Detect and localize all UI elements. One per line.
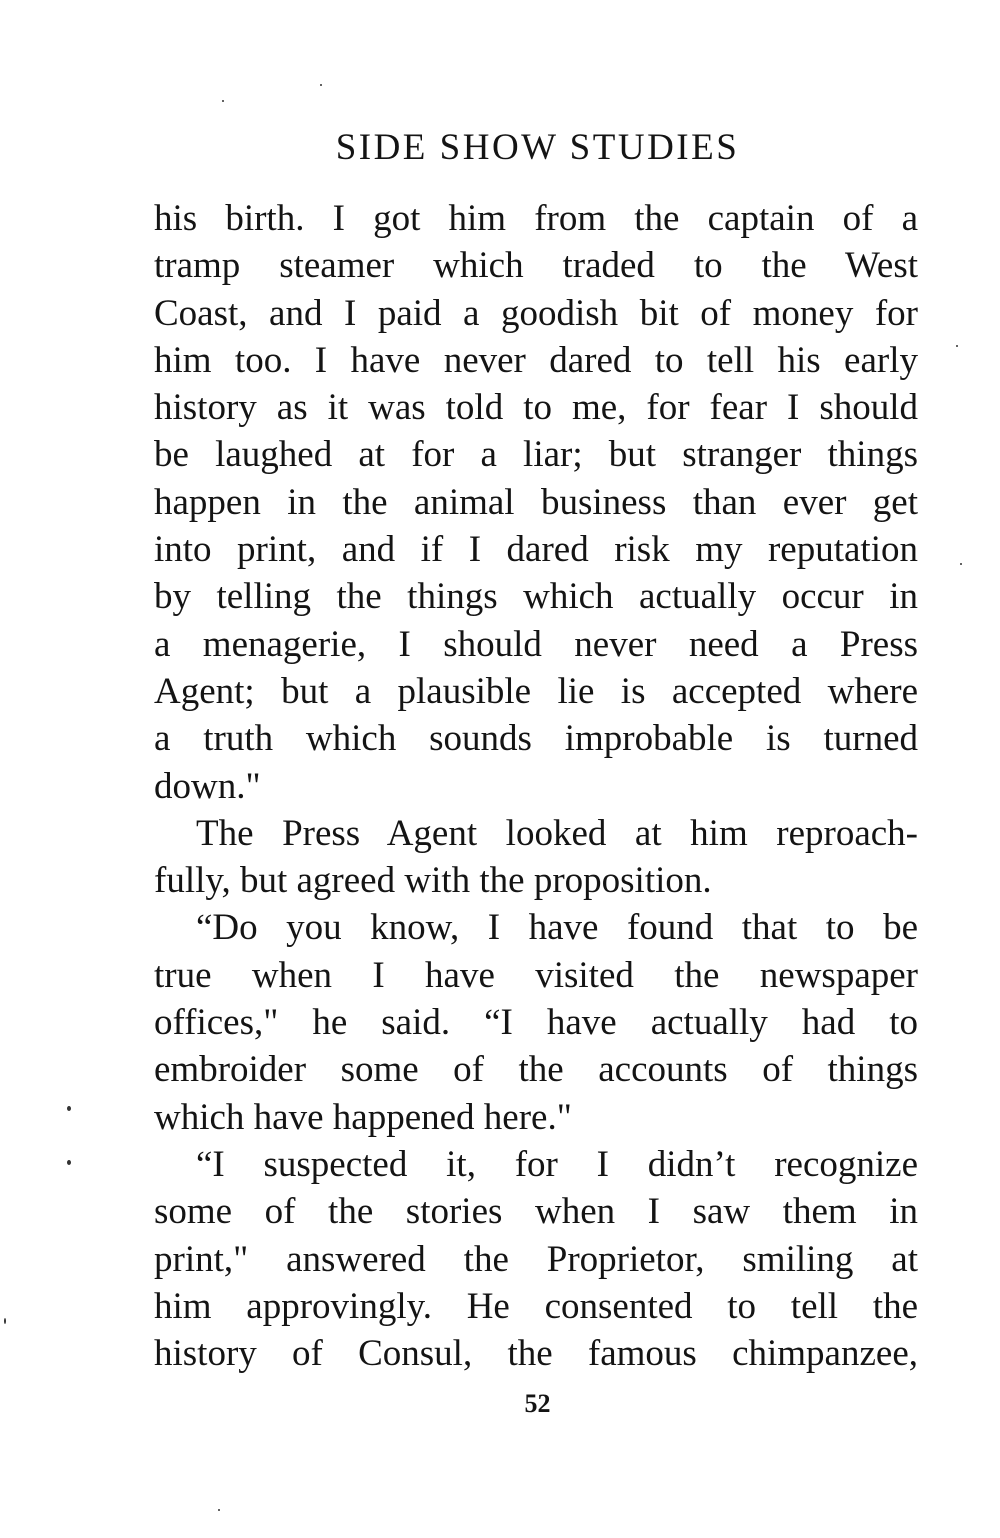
scan-speck	[320, 84, 322, 86]
text-line: Coast, and I paid a goodish bit of money for	[154, 292, 918, 334]
scan-speck	[222, 100, 224, 102]
scan-speck	[218, 1509, 220, 1511]
scan-speck	[67, 1160, 71, 1165]
text-line: be laughed at for a liar; but stranger things	[154, 434, 918, 476]
text-line: happen in the animal business than ever get	[154, 481, 918, 523]
text-line: history of Consul, the famous chimpanzee,	[154, 1333, 918, 1375]
text-line: down."	[154, 765, 261, 807]
scan-speck	[4, 1318, 6, 1324]
text-line: history as it was told to me, for fear I should	[154, 387, 918, 429]
body-text	[154, 195, 918, 1377]
text-line: him too. I have never dared to tell his early	[154, 339, 918, 381]
text-line: “Do you know, I have found that to be	[196, 907, 918, 949]
text-line: offices," he said. “I have actually had to	[154, 1002, 918, 1044]
text-line: which have happened here."	[154, 1096, 572, 1138]
text-line: Agent; but a plausible lie is accepted where	[154, 670, 918, 712]
text-line: into print, and if I dared risk my reputation	[154, 529, 918, 571]
text-line: print," answered the Proprietor, smiling at	[154, 1238, 918, 1280]
scan-speck	[956, 345, 958, 347]
text-line: a truth which sounds improbable is turned	[154, 718, 918, 760]
text-line: by telling the things which actually occur in	[154, 576, 918, 618]
text-line: “I suspected it, for I didn’t recognize	[196, 1143, 918, 1185]
text-line: fully, but agreed with the proposition.	[154, 860, 712, 902]
text-line: his birth. I got him from the captain of a	[154, 198, 918, 239]
text-line: embroider some of the accounts of things	[154, 1049, 918, 1091]
text-line: him approvingly. He consented to tell the	[154, 1285, 918, 1327]
scan-speck	[67, 1106, 71, 1111]
text-line: true when I have visited the newspaper	[154, 954, 918, 996]
page-number: 52	[524, 1389, 551, 1418]
text-line: The Press Agent looked at him reproach-	[196, 812, 918, 854]
text-line: a menagerie, I should never need a Press	[154, 623, 918, 665]
text-line: some of the stories when I saw them in	[154, 1191, 918, 1233]
running-head: SIDE SHOW STUDIES	[335, 127, 740, 168]
text-line: tramp steamer which traded to the West	[154, 245, 918, 287]
scan-speck	[960, 563, 962, 565]
